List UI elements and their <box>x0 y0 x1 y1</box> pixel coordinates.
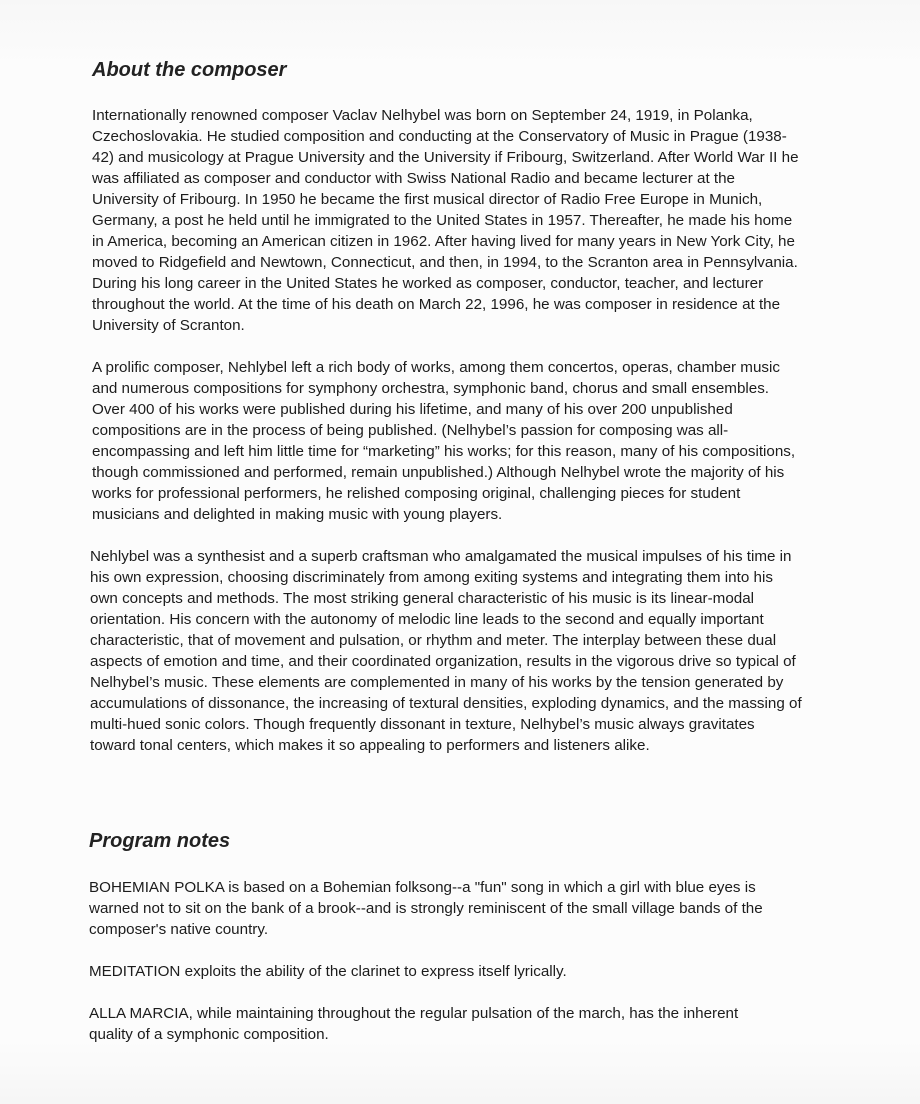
cropped-top-edge <box>0 0 920 2</box>
about-paragraph-2: A prolific composer, Nehlybel left a rich body of works, among them concertos, operas, chamber music and numerous compositions for symphony orchestra, symphonic band, chorus and small ensembles. Over 400 of his works were published during his lifetime, and many of his over 200 unpublished compositions are in the process of being published. (Nelhybel’s passion for composing was all-encompassing and left him little time for “marketing” his works; for this reason, many of his compositions, though commissioned and performed, remain unpublished.) Although Nelhybel wrote the majority of his works for professional performers, he relished composing original, challenging pieces for student musicians and delighted in making music with young players. <box>92 359 796 523</box>
about-paragraph-3: Nehlybel was a synthesist and a superb craftsman who amalgamated the musical impulses of his time in his own expression, choosing discriminately from among exiting systems and integrating them into his own concepts and methods. The most striking general characteristic of his music is its linear-modal orientation. His concern with the autonomy of melodic line leads to the second and equally important characteristic, that of movement and pulsation, or rhythm and meter. The interplay between these dual aspects of emotion and time, and their coordinated organization, results in the vigorous drive so typical of Nelhybel’s music. These elements are complemented in many of his works by the tension generated by accumulations of dissonance, the increasing of textural densities, exploding dynamics, and the massing of multi-hued sonic colors. Though frequently dissonant in texture, Nelhybel’s music always gravitates toward tonal centers, which makes it so appealing to performers and listeners alike. <box>90 548 802 754</box>
program-heading: Program notes <box>89 830 231 852</box>
program-note-bohemian-polka: BOHEMIAN POLKA is based on a Bohemian folksong--a "fun" song in which a girl with blue eyes is warned not to sit on the bank of a brook--and is strongly reminiscent of the small village bands of the composer's native country. <box>89 879 763 938</box>
cropped-text-fragment <box>500 0 720 2</box>
about-paragraph-1: Internationally renowned composer Vaclav Nelhybel was born on September 24, 1919, in Polanka, Czechoslovakia. He studied composition and conducting at the Conservatory of Music in Prague (1938-42) and musicology at Prague University and the University if Fribourg, Switzerland. After World War II he was affiliated as composer and conductor with Swiss National Radio and became lecturer at the University of Fribourg. In 1950 he became the first musical director of Radio Free Europe in Munich, Germany, a post he held until he immigrated to the United States in 1957. Thereafter, he made his home in America, becoming an American citizen in 1962. After having lived for many years in New York City, he moved to Ridgefield and Newtown, Connecticut, and then, in 1994, to the Scranton area in Pennsylvania. During his long career in the United States he worked as composer, conductor, teacher, and lecturer throughout the world. At the time of his death on March 22, 1996, he was composer in residence at the University of Scranton. <box>92 107 799 334</box>
program-note-meditation: MEDITATION exploits the ability of the clarinet to express itself lyrically. <box>89 963 567 980</box>
program-note-alla-marcia: ALLA MARCIA, while maintaining throughout the regular pulsation of the march, has the inherent quality of a symphonic composition. <box>89 1005 739 1043</box>
about-heading: About the composer <box>92 59 287 81</box>
